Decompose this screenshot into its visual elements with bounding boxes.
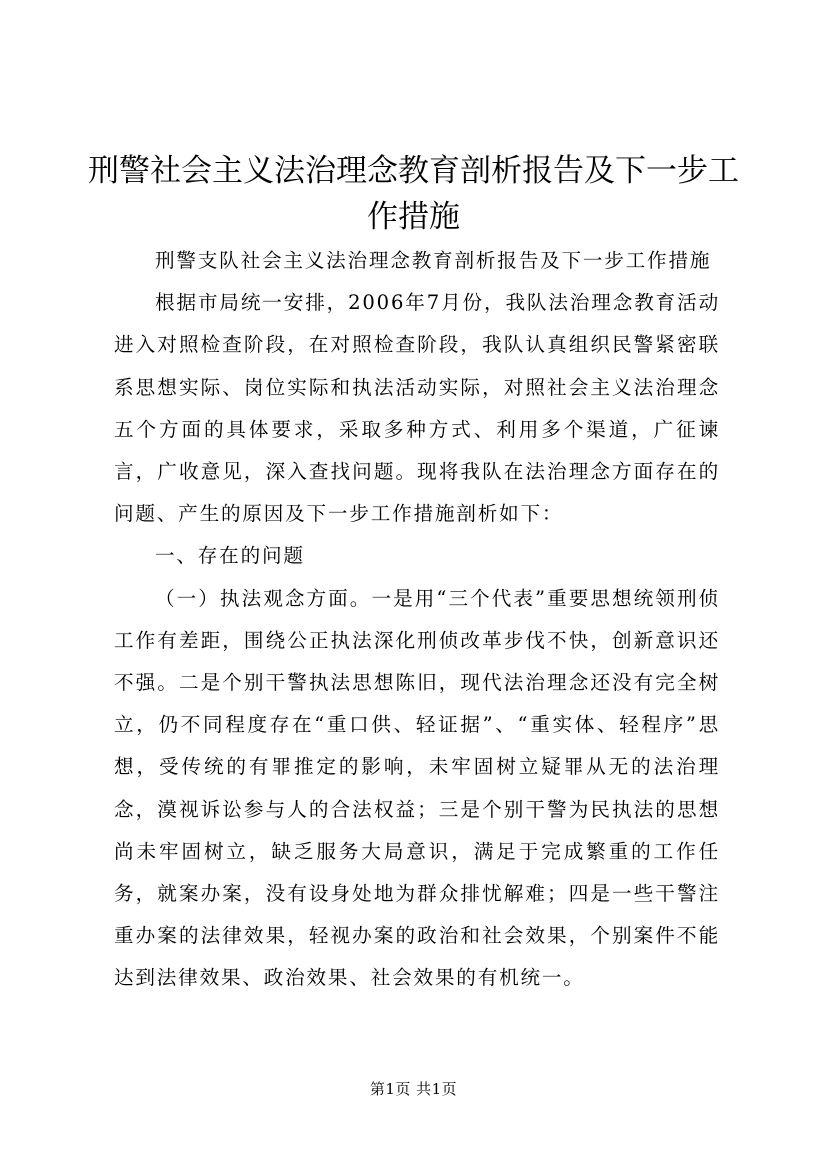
page-number-footer: 第1页 共1页: [369, 1080, 458, 1098]
body-paragraph: （一）执法观念方面。一是用“三个代表”重要思想统领刑侦工作有差距，围绕公正执法深化刑侦改革步伐不快，创新意识还不强。二是个别干警执法思想陈旧，现代法治理念还没有完全树立，仍不同程度存在“重口供、轻证据”、“重实体、轻程序”思想，受传统的有罪推定的影响，未牢固树立疑罪从无的法治理念，漠视诉讼参与人的合法权益；三是个别干警为民执法的思想尚未牢固树立，缺乏服务大局意识，满足于完成繁重的工作任务，就案办案，没有设身处地为群众排忧解难；四是一些干警注重办案的法律效果，轻视办案的政治和社会效果，个别案件不能达到法律效果、政治效果、社会效果的有机统一。: [114, 586, 720, 990]
document-body: [114, 240, 720, 1000]
document-title: 刑警社会主义法治理念教育剖析报告及下一步工作措施: [88, 153, 739, 235]
intro-paragraph: 根据市局统一安排，2006年7月份，我队法治理念教育活动进入对照检查阶段，在对照检查阶段，我队认真组织民警紧密联系思想实际、岗位实际和执法活动实际，对照社会主义法治理念五个方面的具体要求，采取多种方式、利用多个渠道，广征谏言，广收意见，深入查找问题。现将我队在法治理念方面存在的问题、产生的原因及下一步工作措施剖析如下：: [114, 291, 720, 526]
section-heading: 一、存在的问题: [155, 544, 305, 568]
subtitle-paragraph: 刑警支队社会主义法治理念教育剖析报告及下一步工作措施: [155, 249, 712, 272]
